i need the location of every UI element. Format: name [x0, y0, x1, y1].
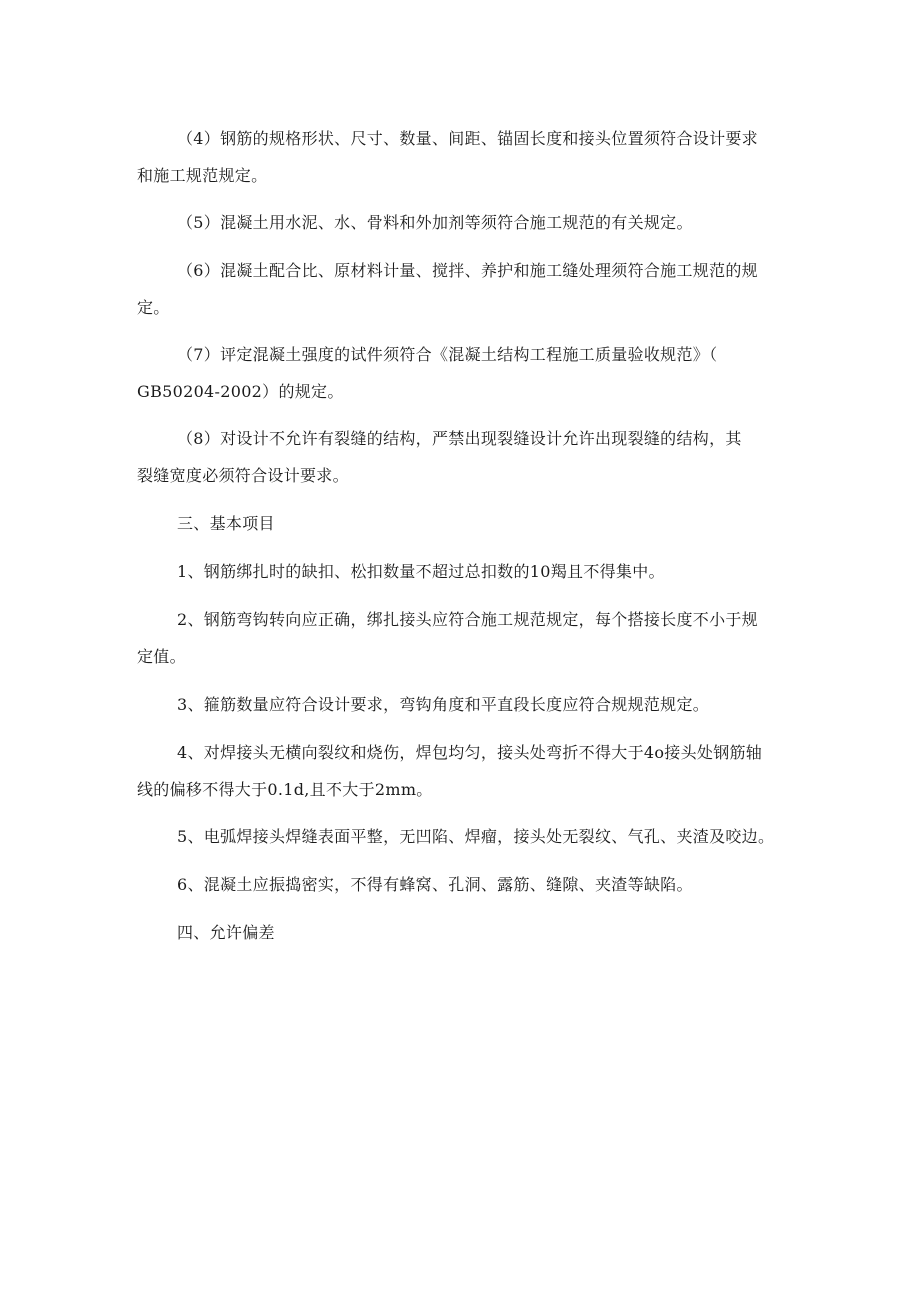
basic-item-3: 3、箍筋数量应符合设计要求，弯钩角度和平直段长度应符合规规范规定。 [177, 695, 710, 714]
basic-item-1: 1、钢筋绑扎时的缺扣、松扣数量不超过总扣数的10羯且不得集中。 [177, 562, 665, 581]
paragraph-8-line-2: 裂缝宽度必须符合设计要求。 [137, 466, 349, 485]
paragraph-6-line-1: （6）混凝土配合比、原材料计量、搅拌、养护和施工缝处理须符合施工规范的规 [177, 261, 758, 280]
paragraph-8-line-1: （8）对设计不允许有裂缝的结构，严禁出现裂缝设计允许出现裂缝的结构，其 [177, 429, 742, 448]
section-heading-allowed-deviation: 四、允许偏差 [177, 923, 275, 942]
basic-item-2-line-1: 2、钢筋弯钩转向应正确，绑扎接头应符合施工规范规定，每个搭接长度不小于规 [177, 610, 758, 629]
section-heading-basic-items: 三、基本项目 [177, 514, 275, 533]
basic-item-5: 5、电弧焊接头焊缝表面平整，无凹陷、焊瘤，接头处无裂纹、气孔、夹渣及咬边。 [177, 827, 775, 846]
paragraph-6-line-2: 定。 [137, 298, 170, 317]
basic-item-4-line-1: 4、对焊接头无横向裂纹和烧伤，焊包均匀，接头处弯折不得大于4o接头处钢筋轴 [177, 743, 763, 762]
basic-item-2-line-2: 定值。 [137, 647, 186, 666]
basic-item-6: 6、混凝土应振捣密实，不得有蜂窝、孔洞、露筋、缝隙、夹渣等缺陷。 [177, 875, 693, 894]
paragraph-7-line-1: （7）评定混凝土强度的试件须符合《混凝土结构工程施工质量验收规范》（ [177, 345, 718, 364]
basic-item-4-line-2: 线的偏移不得大于0.1d,且不大于2mm。 [137, 780, 433, 799]
paragraph-7-line-2: GB50204-2002）的规定。 [137, 382, 344, 401]
paragraph-5-line-1: （5）混凝土用水泥、水、骨料和外加剂等须符合施工规范的有关规定。 [177, 213, 693, 232]
paragraph-4-line-1: （4）钢筋的规格形状、尺寸、数量、间距、锚固长度和接头位置须符合设计要求 [177, 129, 758, 148]
paragraph-4-line-2: 和施工规范规定。 [137, 166, 268, 185]
